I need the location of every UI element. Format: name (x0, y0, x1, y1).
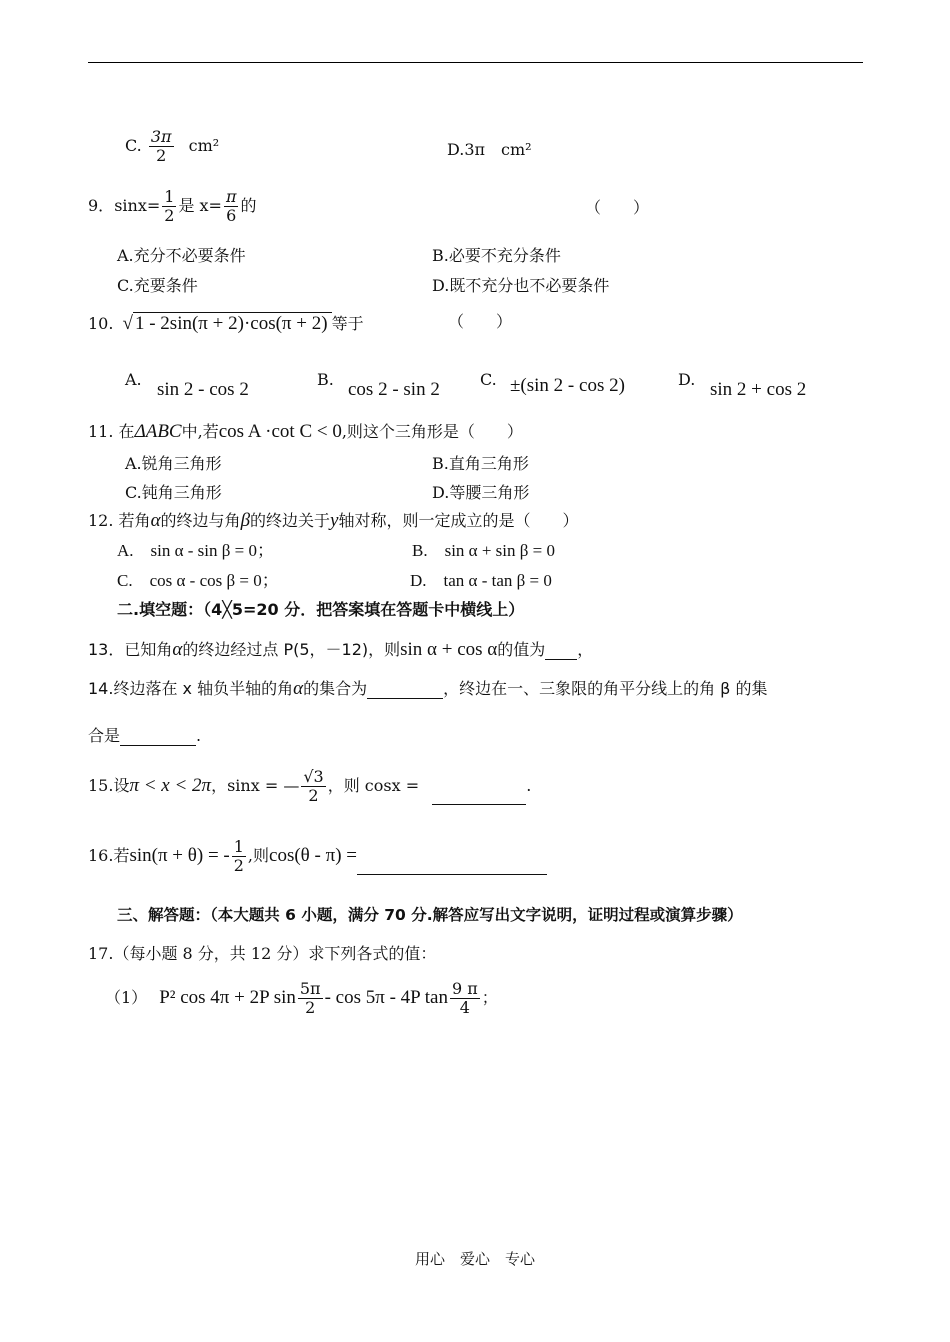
q10-radical: √ 1 - 2sin(π + 2)·cos(π + 2) (123, 313, 332, 334)
q17-f1-num: 5π (299, 979, 321, 998)
q14-pre: 14.终边落在 x 轴负半轴的角 (88, 679, 294, 698)
q17-expr-1: P² cos 4π + 2P sin (159, 987, 296, 1008)
q9-option-d: D.既不充分也不必要条件 (432, 276, 610, 295)
q17-fraction-2 (450, 980, 480, 1017)
q11-option-a: A.锐角三角形 (125, 454, 222, 473)
q11-option-d: D.等腰三角形 (432, 483, 530, 502)
q15-mid: ，sinx = — (211, 776, 300, 795)
q9-pre: sinx= (114, 196, 161, 215)
q9-stem (88, 188, 257, 225)
q17-f2-den: 4 (459, 998, 470, 1017)
q17-part-1 (105, 980, 498, 1017)
q10-option-c: ±(sin 2 - cos 2) (510, 375, 625, 396)
q13-mid: 的终边经过点 P(5，－12)，则 (182, 640, 401, 659)
q15-post: ，则 cosx = (327, 776, 420, 795)
q14-line-2 (88, 726, 201, 746)
q13-stem (88, 640, 593, 660)
q16-mid: ,则 (247, 846, 270, 865)
q17-expr-2: - cos 5π - 4P tan (324, 987, 448, 1008)
q10-option-a: sin 2 - cos 2 (157, 379, 249, 400)
q10-answer-paren: （ ） (448, 312, 513, 331)
q11-post: ,则这个三角形是（ ） (341, 422, 523, 441)
q14-blank-2[interactable] (120, 727, 196, 746)
q13-post: 的值为 (497, 640, 546, 659)
q12-option-c: C. cos α - cos β = 0； (117, 571, 279, 590)
q12-post: 轴对称，则一定成立的是（ ） (338, 511, 579, 530)
q14-end: . (196, 726, 202, 745)
q9-number: 9． (88, 196, 115, 215)
q16-lhs: sin(π + θ) = - (129, 845, 230, 866)
q14-blank-1[interactable] (367, 680, 443, 699)
q11-pre: 在 (118, 422, 135, 441)
q15-blank[interactable] (432, 786, 526, 805)
q10-post: 等于 (331, 314, 364, 333)
q14-mid: 的集合为 (303, 679, 368, 698)
q8-c-den: 2 (156, 146, 167, 165)
q15-fraction (301, 768, 325, 805)
q12-pre: 若角 (118, 511, 151, 530)
q10-option-d: sin 2 + cos 2 (710, 379, 807, 400)
q16-fraction (232, 838, 246, 875)
section-3-heading: 三、解答题：（本大题共 6 小题，满分 70 分.解答应写出文字说明，证明过程或演算步骤） (117, 906, 743, 924)
q13-blank[interactable] (545, 641, 577, 660)
header-rule (88, 62, 863, 63)
q8-option-c (125, 128, 219, 165)
q13-pre: 13．已知角 (88, 640, 173, 659)
q15-inequality: π < x < 2π (129, 775, 212, 796)
q8-c-unit: cm² (188, 136, 220, 155)
q8-option-d: D.3π cm² (447, 140, 532, 159)
q11-stem (88, 422, 523, 442)
q12-beta: β (240, 510, 251, 531)
q15-f-num: √3 (303, 767, 324, 786)
q13-alpha: α (172, 639, 183, 660)
q11-triangle: ΔABC (134, 421, 182, 442)
q12-option-b: B. sin α + sin β = 0 (412, 541, 555, 560)
q11-mid: 中,若 (181, 422, 219, 441)
q9-option-b: B.必要不充分条件 (432, 246, 561, 265)
page-footer: 用心 爱心 专心 (414, 1250, 535, 1268)
q17-end: ； (481, 988, 498, 1007)
q14-post: ，终边在一、三象限的角平分线上的角 β 的集 (443, 679, 768, 698)
q16-f-den: 2 (233, 856, 244, 875)
q8-c-fraction (149, 128, 174, 165)
q16-f-num: 1 (233, 837, 244, 856)
q10-radicand: 1 - 2sin(π + 2)·cos(π + 2) (133, 312, 332, 334)
q13-expr: sin α + cos α (400, 639, 498, 660)
q16-rhs: cos(θ - π) = (269, 845, 357, 866)
q16-stem (88, 838, 547, 875)
q9-fraction-2 (224, 188, 239, 225)
q17-f1-den: 2 (305, 998, 316, 1017)
q9-fraction-1 (162, 188, 176, 225)
q14-line2-text: 合是 (88, 726, 121, 745)
q9-f1-num: 1 (164, 187, 175, 206)
q12-alpha: α (150, 510, 161, 531)
q8-c-label: C. (125, 136, 142, 155)
q12-option-a: A. sin α - sin β = 0； (117, 541, 275, 560)
q9-f2-num: π (225, 187, 237, 206)
q10-option-b: cos 2 - sin 2 (348, 379, 440, 400)
section-2-heading: 二.填空题：（4╳5=20 分．把答案填在答题卡中横线上） (117, 600, 525, 619)
q9-post: 的 (240, 196, 257, 215)
q17-f2-num: 9 π (451, 979, 478, 998)
q9-f2-den: 6 (226, 206, 237, 225)
q17-heading: 17.（每小题 8 分，共 12 分）求下列各式的值： (88, 944, 437, 963)
q16-blank[interactable] (357, 856, 547, 875)
q9-f1-den: 2 (164, 206, 175, 225)
q17-fraction-1 (298, 980, 323, 1017)
q14-alpha: α (293, 678, 304, 699)
q11-option-c: C.钝角三角形 (125, 483, 222, 502)
q9-mid: 是 x= (178, 196, 222, 215)
q10-option-d-label: D. (678, 370, 696, 389)
q15-end: . (526, 776, 532, 795)
q15-pre: 15.设 (88, 776, 130, 795)
q12-option-d: D. tan α - tan β = 0 (410, 571, 552, 590)
q11-option-b: B.直角三角形 (432, 454, 529, 473)
q15-stem (88, 768, 531, 805)
q16-pre: 16.若 (88, 846, 130, 865)
q10-option-a-label: A. (125, 370, 142, 389)
q11-condition: cos A ·cot C < 0 (218, 421, 342, 442)
q12-number: 12. (88, 511, 114, 530)
q9-option-a: A.充分不必要条件 (117, 246, 246, 265)
q10-option-b-label: B. (317, 370, 334, 389)
q12-mid2: 的终边关于 (250, 511, 331, 530)
q11-number: 11. (88, 422, 114, 441)
q10-stem (88, 312, 364, 334)
q10-number: 10. (88, 314, 114, 333)
q12-stem (88, 511, 579, 531)
q14-stem (88, 679, 767, 699)
q13-end: ， (577, 640, 594, 659)
q12-y: y (330, 510, 339, 531)
q9-option-c: C.充要条件 (117, 276, 198, 295)
q10-option-c-label: C. (480, 370, 497, 389)
q17-part1-label: （1） (105, 988, 148, 1007)
q9-answer-paren: （ ） (585, 198, 650, 217)
q12-mid1: 的终边与角 (160, 511, 241, 530)
q15-f-den: 2 (308, 786, 319, 805)
q8-c-num: 3π (150, 127, 172, 146)
